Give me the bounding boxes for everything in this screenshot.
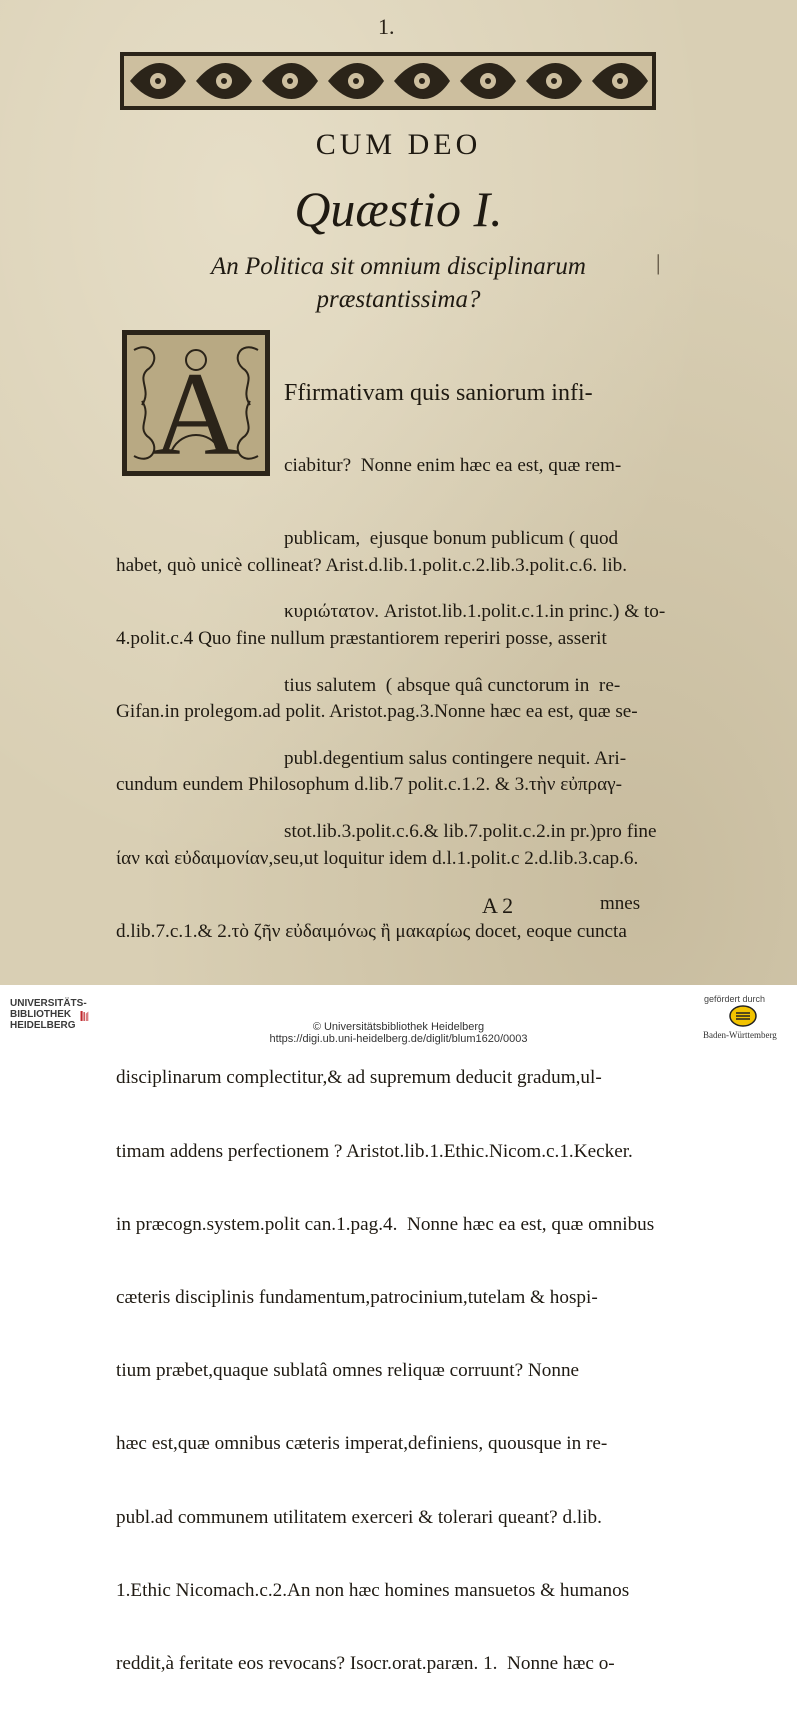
body-line: cæteris disciplinis fundamentum,patrocinium,tutelam & hospi- xyxy=(116,1287,598,1308)
body-line: hæc est,quæ omnibus cæteris imperat,definiens, quousque in re- xyxy=(116,1433,608,1455)
body-line: stot.lib.3.polit.c.6.& lib.7.polit.c.2.in pr.)pro fine xyxy=(284,821,657,843)
body-column-full xyxy=(116,505,654,1725)
body-line: ciabitur? Nonne enim hæc ea est, quæ rem- xyxy=(284,455,622,477)
body-line: ίαν καὶ εὐδαιμονίαν,seu,ut loquitur idem d.l.1.polit.c 2.d.lib.3.cap.6. xyxy=(116,847,639,869)
catchword: mnes xyxy=(600,893,641,914)
body-line: tium præbet,quaque sublatâ omnes reliquæ corruunt? Nonne xyxy=(116,1360,580,1382)
page-number: 1. xyxy=(378,14,395,39)
body-line: Ffirmativam quis saniorum infi- xyxy=(284,379,593,406)
body-line: cundum eundem Philosophum d.lib.7 polit.c.1.2. & 3.τὴν εὐπραγ- xyxy=(116,774,623,796)
signature-mark: A 2 xyxy=(482,893,514,918)
body-line: habet, quò unicè collineat? Arist.d.lib.1.polit.c.2.lib.3.polit.c.6. lib. xyxy=(116,554,628,576)
heading-cum-deo: CUM DEO xyxy=(315,128,482,161)
library-name-line: HEIDELBERG xyxy=(10,1020,76,1031)
body-line: tius salutem ( absque quâ cunctorum in re- xyxy=(284,674,621,696)
footer-bar xyxy=(0,985,797,1046)
question-line: An Politica sit omnium disciplinarum xyxy=(211,253,586,280)
body-line: publ.ad communem utilitatem exerceri & tolerari queant? d.lib. xyxy=(116,1506,602,1528)
decorated-initial xyxy=(122,330,270,480)
body-line: reddit,à feritate eos revocans? Isocr.orat.paræn. 1. Nonne hæc o- xyxy=(116,1653,615,1675)
body-line: publ.degentium salus contingere nequit. Ari- xyxy=(284,747,627,769)
question-line: præstantissima? xyxy=(316,286,481,313)
margin-mark: | xyxy=(656,250,661,275)
body-line: in præcogn.system.polit can.1.pag.4. Nonne hæc ea est, quæ omnibus xyxy=(116,1213,655,1235)
funded-by-text: gefördert durch xyxy=(704,994,766,1004)
body-line: κυριώτατον. Aristot.lib.1.polit.c.1.in princ.) & to- xyxy=(284,601,666,623)
copyright-text: © Universitätsbibliothek Heidelberg xyxy=(312,1021,485,1033)
funder-name: Baden-Württemberg xyxy=(703,1030,777,1040)
body-line: d.lib.7.c.1.& 2.τὸ ζῆν εὐδαιμόνως ἢ μακαρίως docet, eoque cuncta xyxy=(116,920,627,942)
page-url-link[interactable]: https://digi.ub.uni-heidelberg.de/diglit/blum1620/0003 xyxy=(269,1033,528,1045)
body-line: publicam, ejusque bonum publicum ( quod xyxy=(284,528,619,550)
question-text xyxy=(0,250,797,316)
question-title: Quæstio I. xyxy=(294,181,503,237)
body-line: 1.Ethic Nicomach.c.2.An non hæc homines mansuetos & humanos xyxy=(116,1579,630,1601)
body-line: Gifan.in prolegom.ad polit. Aristot.pag.3.Nonne hæc ea est, quæ se- xyxy=(116,701,638,723)
ornament-headpiece xyxy=(120,52,656,110)
body-line: timam addens perfectionem ? Aristot.lib.1.Ethic.Nicom.c.1.Kecker. xyxy=(116,1140,633,1162)
body-line: disciplinarum complectitur,& ad supremum deducit gradum,ul- xyxy=(116,1067,602,1089)
initial-letter: A xyxy=(152,347,240,480)
library-name-line: BIBLIOTHEK xyxy=(10,1009,72,1020)
body-line: 4.polit.c.4 Quo fine nullum præstantiorem reperiri posse, asserit xyxy=(116,628,607,650)
coat-of-arms-icon xyxy=(728,1005,758,1027)
library-name-line: UNIVERSITÄTS- xyxy=(10,998,87,1009)
